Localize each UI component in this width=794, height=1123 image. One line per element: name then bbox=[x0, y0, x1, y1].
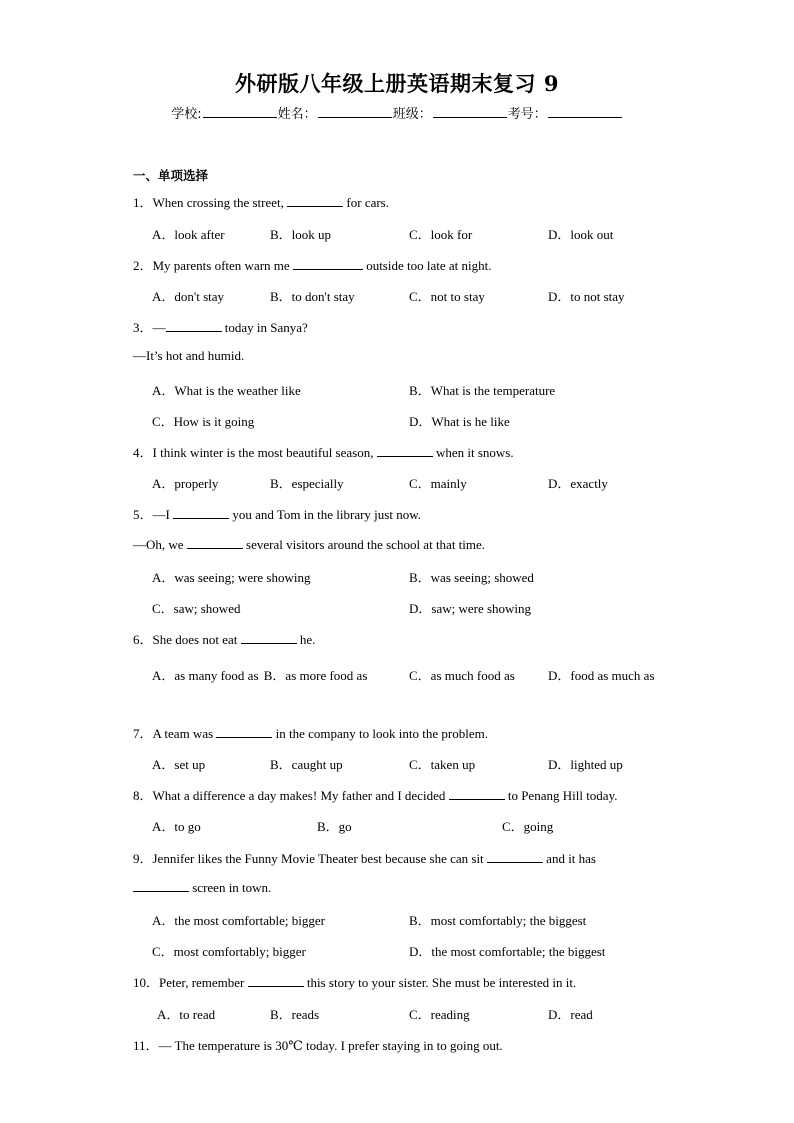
question-text: 7．A team was bbox=[133, 726, 217, 741]
option-c[interactable]: C．most comfortably; bigger bbox=[152, 944, 306, 959]
option-a[interactable]: A．look after bbox=[152, 227, 225, 242]
question-text: 3．— bbox=[133, 320, 166, 335]
option-a[interactable]: A．don't stay bbox=[152, 289, 225, 304]
question-text: 1．When crossing the street, bbox=[133, 195, 288, 210]
option-a[interactable]: A．properly bbox=[152, 476, 219, 491]
option-a[interactable]: A．set up bbox=[152, 757, 206, 772]
school-label: 学校: bbox=[171, 107, 202, 122]
school-blank[interactable] bbox=[203, 105, 277, 118]
question-8 bbox=[133, 785, 618, 804]
option-a[interactable]: A．What is the weather like bbox=[152, 383, 301, 398]
name-blank[interactable] bbox=[318, 105, 392, 118]
option-d[interactable]: D．the most comfortable; the biggest bbox=[409, 944, 606, 959]
question-text: 8．What a difference a day makes! My father and I decided bbox=[133, 788, 449, 803]
option-a[interactable]: A．was seeing; were showing bbox=[152, 570, 311, 585]
option-c[interactable]: C．taken up bbox=[409, 757, 476, 772]
answer-blank bbox=[293, 257, 363, 270]
answer-blank bbox=[173, 506, 229, 519]
option-d[interactable]: D．to not stay bbox=[548, 289, 625, 304]
option-c[interactable]: C．mainly bbox=[409, 476, 467, 491]
question-4 bbox=[133, 442, 514, 461]
answer-blank bbox=[248, 974, 304, 987]
option-a[interactable]: A．as many food as bbox=[152, 668, 259, 683]
question-3 bbox=[133, 317, 308, 336]
answer-blank bbox=[487, 850, 543, 863]
answer-blank bbox=[133, 879, 189, 892]
answer-blank bbox=[216, 725, 272, 738]
question-text: —Oh, we bbox=[133, 537, 187, 552]
option-d[interactable]: D．read bbox=[548, 1007, 593, 1022]
option-d[interactable]: D．food as much as bbox=[548, 668, 655, 683]
question-10 bbox=[133, 972, 576, 991]
option-a[interactable]: A．to go bbox=[152, 819, 201, 834]
answer-blank bbox=[377, 444, 433, 457]
question-3-reply: —It’s hot and humid. bbox=[133, 348, 245, 363]
question-text: several visitors around the school at that time. bbox=[242, 537, 486, 552]
question-text: 6．She does not eat bbox=[133, 632, 241, 647]
question-text: 5．—I bbox=[133, 507, 174, 522]
option-a[interactable]: A．the most comfortable; bigger bbox=[152, 913, 325, 928]
option-b[interactable]: B．look up bbox=[270, 227, 332, 242]
question-11: 11．— The temperature is 30℃ today. I prefer staying in to going out. bbox=[133, 1038, 503, 1053]
page-title: 外研版八年级上册英语期末复习 9 bbox=[235, 71, 559, 96]
question-text: outside too late at night. bbox=[362, 258, 492, 273]
option-c[interactable]: C．look for bbox=[409, 227, 473, 242]
question-text: to Penang Hill today. bbox=[504, 788, 618, 803]
option-b[interactable]: B．most comfortably; the biggest bbox=[409, 913, 587, 928]
answer-blank bbox=[166, 319, 222, 332]
option-c[interactable]: C．going bbox=[502, 819, 554, 834]
option-c[interactable]: C．reading bbox=[409, 1007, 470, 1022]
question-text: 9．Jennifer likes the Funny Movie Theater best because she can sit bbox=[133, 851, 487, 866]
class-blank[interactable] bbox=[433, 105, 507, 118]
question-text: you and Tom in the library just now. bbox=[229, 507, 421, 522]
option-d[interactable]: D．exactly bbox=[548, 476, 608, 491]
student-info-line bbox=[0, 103, 794, 122]
question-9-line-2 bbox=[133, 879, 271, 896]
section-title: 一、单项选择 bbox=[133, 168, 209, 183]
question-1 bbox=[133, 192, 389, 211]
option-b[interactable]: B．go bbox=[317, 819, 352, 834]
question-6 bbox=[133, 629, 315, 648]
option-d[interactable]: D．What is he like bbox=[409, 414, 510, 429]
number-blank[interactable] bbox=[548, 105, 622, 118]
answer-blank bbox=[449, 787, 505, 800]
option-b[interactable]: B．especially bbox=[270, 476, 344, 491]
number-label: 考号： bbox=[507, 107, 547, 122]
question-text: for cars. bbox=[343, 195, 389, 210]
option-a[interactable]: A．to read bbox=[157, 1007, 216, 1022]
question-text: he. bbox=[296, 632, 316, 647]
question-2 bbox=[133, 255, 491, 274]
option-c[interactable]: C．How is it going bbox=[152, 414, 255, 429]
question-6-options bbox=[152, 660, 792, 692]
question-text: 10．Peter, remember bbox=[133, 975, 248, 990]
question-text: 4．I think winter is the most beautiful season, bbox=[133, 445, 377, 460]
question-text: and it has bbox=[542, 851, 596, 866]
option-d[interactable]: D．look out bbox=[548, 227, 614, 242]
answer-blank bbox=[241, 631, 297, 644]
option-d[interactable]: D．lighted up bbox=[548, 757, 623, 772]
question-text: screen in town. bbox=[189, 880, 272, 895]
question-text: in the company to look into the problem. bbox=[272, 726, 488, 741]
option-c[interactable]: C．as much food as bbox=[409, 668, 515, 683]
question-text: 2．My parents often warn me bbox=[133, 258, 293, 273]
answer-blank bbox=[287, 194, 343, 207]
option-b[interactable]: B．What is the temperature bbox=[409, 383, 556, 398]
option-c[interactable]: C．not to stay bbox=[409, 289, 485, 304]
question-text: today in Sanya? bbox=[221, 320, 308, 335]
option-b[interactable]: B．to don't stay bbox=[270, 289, 355, 304]
option-d[interactable]: D．saw; were showing bbox=[409, 601, 532, 616]
question-7 bbox=[133, 723, 488, 742]
option-b[interactable]: B．as more food as bbox=[263, 668, 368, 683]
question-5-reply bbox=[133, 536, 485, 553]
answer-blank bbox=[187, 536, 243, 549]
name-label: 姓名： bbox=[277, 107, 317, 122]
option-b[interactable]: B．reads bbox=[270, 1007, 320, 1022]
question-9 bbox=[133, 848, 596, 867]
question-5 bbox=[133, 504, 421, 523]
option-c[interactable]: C．saw; showed bbox=[152, 601, 241, 616]
option-b[interactable]: B．was seeing; showed bbox=[409, 570, 534, 585]
question-text: when it snows. bbox=[432, 445, 514, 460]
class-label: 班级： bbox=[392, 107, 432, 122]
question-text: this story to your sister. She must be interested in it. bbox=[303, 975, 577, 990]
option-b[interactable]: B．caught up bbox=[270, 757, 343, 772]
